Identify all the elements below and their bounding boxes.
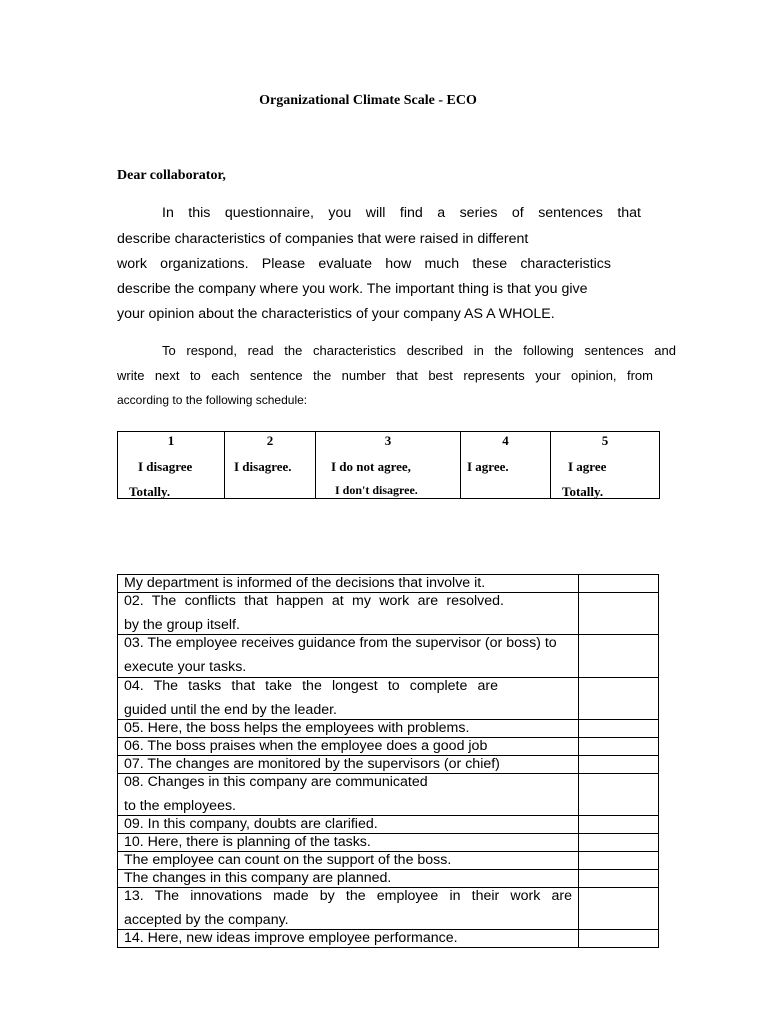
answer-cell[interactable] [579,774,659,816]
answer-cell[interactable] [579,635,659,678]
scale-label-secondary: I don't disagree. [335,483,418,497]
scale-label: I agree. [467,459,509,474]
instruction-line: write next to each sentence the number that best represents your opinion, from [117,368,653,383]
scale-option-1 [118,432,225,499]
item-row [118,756,659,774]
answer-cell[interactable] [579,870,659,888]
item-text: My department is informed of the decisions that involve it. [118,575,579,593]
answer-cell[interactable] [579,756,659,774]
item-row [118,930,659,948]
item-text: 10. Here, there is planning of the tasks. [118,834,579,852]
item-row [118,774,659,816]
instruction-line: according to the following schedule: [117,393,308,407]
intro-line: In this questionnaire, you will find a series of sentences that [162,205,641,221]
answer-cell[interactable] [579,888,659,930]
scale-number: 2 [266,433,274,448]
item-row [118,678,659,720]
item-row [118,593,659,635]
item-row [118,575,659,593]
item-text: 14. Here, new ideas improve employee performance. [118,930,579,948]
answer-cell[interactable] [579,575,659,593]
answer-cell[interactable] [579,593,659,635]
item-row [118,834,659,852]
answer-cell[interactable] [579,720,659,738]
document-title: Organizational Climate Scale - ECO [259,93,477,108]
greeting: Dear collaborator, [117,168,226,183]
item-row [118,870,659,888]
answer-cell[interactable] [579,852,659,870]
questionnaire-items-table [117,574,659,948]
item-row [118,635,659,678]
item-text: 07. The changes are monitored by the supervisors (or chief) [118,756,579,774]
answer-cell[interactable] [579,930,659,948]
item-row [118,816,659,834]
response-scale-table [117,431,660,499]
item-row [118,888,659,930]
scale-option-4 [461,432,551,499]
item-text: 02. The conflicts that happen at my work are resolved. by the group itself. [118,593,579,635]
intro-line: your opinion about the characteristics of your company AS A WHOLE. [117,306,555,322]
answer-cell[interactable] [579,816,659,834]
scale-option-2 [225,432,316,499]
item-row [118,852,659,870]
item-text: 06. The boss praises when the employee does a good job [118,738,579,756]
answer-cell[interactable] [579,738,659,756]
item-row [118,738,659,756]
scale-label-secondary: Totally. [562,484,604,499]
scale-label-secondary: Totally. [129,484,171,499]
item-text: The employee can count on the support of the boss. [118,852,579,870]
scale-label: I do not agree, [331,459,411,474]
item-text: 03. The employee receives guidance from the supervisor (or boss) to execute your tasks. [118,635,579,678]
item-text: 04. The tasks that take the longest to complete are guided until the end by the leader. [118,678,579,720]
intro-line: describe the company where you work. The important thing is that you give [117,281,588,297]
item-text: 09. In this company, doubts are clarified. [118,816,579,834]
instruction-line: To respond, read the characteristics described in the following sentences and [162,343,676,358]
scale-row [118,432,660,499]
intro-line: work organizations. Please evaluate how much these characteristics [117,256,611,272]
scale-number: 3 [384,433,392,448]
item-row [118,720,659,738]
item-text: 13. The innovations made by the employee in their work are accepted by the company. [118,888,579,930]
answer-cell[interactable] [579,834,659,852]
scale-label: I disagree. [234,459,292,474]
scale-label: I agree [568,459,607,474]
item-text: 05. Here, the boss helps the employees with problems. [118,720,579,738]
scale-number: 4 [502,433,509,448]
scale-option-5 [551,432,660,499]
intro-line: describe characteristics of companies that were raised in different [117,231,529,247]
item-text: 08. Changes in this company are communicated to the employees. [118,774,579,816]
scale-number: 1 [167,433,175,448]
answer-cell[interactable] [579,678,659,720]
scale-number: 5 [601,433,609,448]
scale-label: I disagree [138,459,193,474]
scale-option-3 [316,432,461,499]
item-text: The changes in this company are planned. [118,870,579,888]
